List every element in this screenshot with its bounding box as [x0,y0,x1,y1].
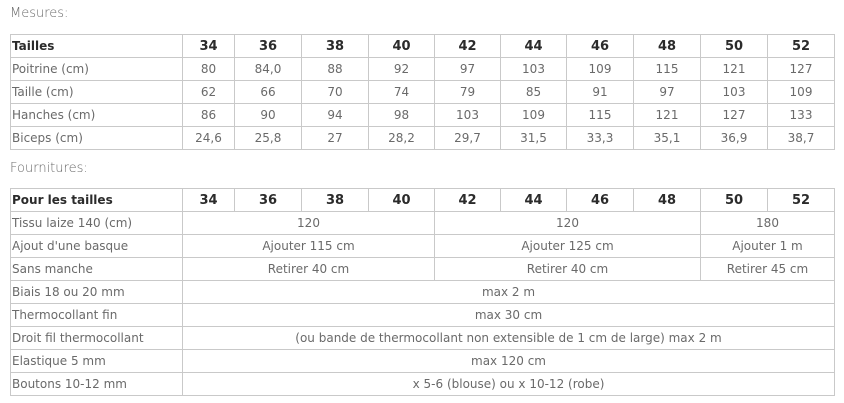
data-cell: 103 [435,104,501,127]
data-cell: 98 [369,104,435,127]
table-row [11,235,835,258]
row-label: Thermocollant fin [11,304,183,327]
data-cell: 115 [567,104,634,127]
table-row [11,281,835,304]
header-cell: 48 [634,189,701,212]
data-cell: 133 [768,104,835,127]
data-cell: 94 [302,104,369,127]
row-label: Elastique 5 mm [11,350,183,373]
header-cell: 36 [235,35,302,58]
header-cell: 34 [183,35,235,58]
data-cell: 109 [567,58,634,81]
mesures-header-row [11,35,835,58]
table-row [11,327,835,350]
header-cell: 44 [501,189,567,212]
data-cell: 97 [634,81,701,104]
data-cell: 103 [701,81,768,104]
data-cell: Retirer 40 cm [183,258,435,281]
table-row [11,304,835,327]
table-row [11,127,835,150]
data-cell: 25,8 [235,127,302,150]
data-cell: 86 [183,104,235,127]
header-cell: 38 [302,189,369,212]
data-cell: x 5-6 (blouse) ou x 10-12 (robe) [183,373,835,396]
data-cell: 97 [435,58,501,81]
header-cell: 42 [435,189,501,212]
data-cell: 109 [501,104,567,127]
data-cell: 36,9 [701,127,768,150]
header-cell: 36 [235,189,302,212]
table-row [11,350,835,373]
data-cell: 85 [501,81,567,104]
mesures-table [10,34,835,150]
table-row [11,58,835,81]
header-cell: 34 [183,189,235,212]
data-cell: 38,7 [768,127,835,150]
data-cell: Ajouter 125 cm [435,235,701,258]
table-row [11,81,835,104]
data-cell: 80 [183,58,235,81]
data-cell: 109 [768,81,835,104]
row-label: Sans manche [11,258,183,281]
header-cell: 38 [302,35,369,58]
data-cell: 92 [369,58,435,81]
header-cell: 40 [369,35,435,58]
header-cell: 48 [634,35,701,58]
header-cell: 52 [768,189,835,212]
data-cell: 121 [701,58,768,81]
row-label: Ajout d'une basque [11,235,183,258]
row-label: Biceps (cm) [11,127,183,150]
data-cell: 115 [634,58,701,81]
data-cell: 127 [701,104,768,127]
data-cell: 79 [435,81,501,104]
data-cell: 29,7 [435,127,501,150]
header-cell: 52 [768,35,835,58]
data-cell: 91 [567,81,634,104]
data-cell: 66 [235,81,302,104]
row-label: Taille (cm) [11,81,183,104]
data-cell: 84,0 [235,58,302,81]
table-row [11,258,835,281]
row-label: Hanches (cm) [11,104,183,127]
header-cell: 42 [435,35,501,58]
data-cell: 31,5 [501,127,567,150]
data-cell: 74 [369,81,435,104]
row-label: Boutons 10-12 mm [11,373,183,396]
data-cell: 70 [302,81,369,104]
data-cell: 121 [634,104,701,127]
header-cell: Tailles [11,35,183,58]
data-cell: 180 [701,212,835,235]
data-cell: 24,6 [183,127,235,150]
table-row [11,373,835,396]
data-cell: 28,2 [369,127,435,150]
data-cell: 120 [435,212,701,235]
fournitures-table [10,188,835,396]
row-label: Tissu laize 140 (cm) [11,212,183,235]
data-cell: 88 [302,58,369,81]
data-cell: (ou bande de thermocollant non extensible de 1 cm de large) max 2 m [183,327,835,350]
table-row [11,212,835,235]
header-cell: 50 [701,35,768,58]
data-cell: 33,3 [567,127,634,150]
table-row [11,104,835,127]
data-cell: Retirer 45 cm [701,258,835,281]
data-cell: Retirer 40 cm [435,258,701,281]
data-cell: max 120 cm [183,350,835,373]
data-cell: max 30 cm [183,304,835,327]
data-cell: max 2 m [183,281,835,304]
fournitures-section-title: Fournitures: [10,161,88,176]
data-cell: 90 [235,104,302,127]
data-cell: Ajouter 115 cm [183,235,435,258]
mesures-section-title: Mesures: [10,6,69,21]
header-cell: Pour les tailles [11,189,183,212]
data-cell: Ajouter 1 m [701,235,835,258]
data-cell: 62 [183,81,235,104]
row-label: Droit fil thermocollant [11,327,183,350]
header-cell: 40 [369,189,435,212]
data-cell: 127 [768,58,835,81]
data-cell: 103 [501,58,567,81]
data-cell: 27 [302,127,369,150]
row-label: Poitrine (cm) [11,58,183,81]
header-cell: 44 [501,35,567,58]
header-cell: 50 [701,189,768,212]
data-cell: 35,1 [634,127,701,150]
header-cell: 46 [567,189,634,212]
row-label: Biais 18 ou 20 mm [11,281,183,304]
data-cell: 120 [183,212,435,235]
fournitures-header-row [11,189,835,212]
header-cell: 46 [567,35,634,58]
